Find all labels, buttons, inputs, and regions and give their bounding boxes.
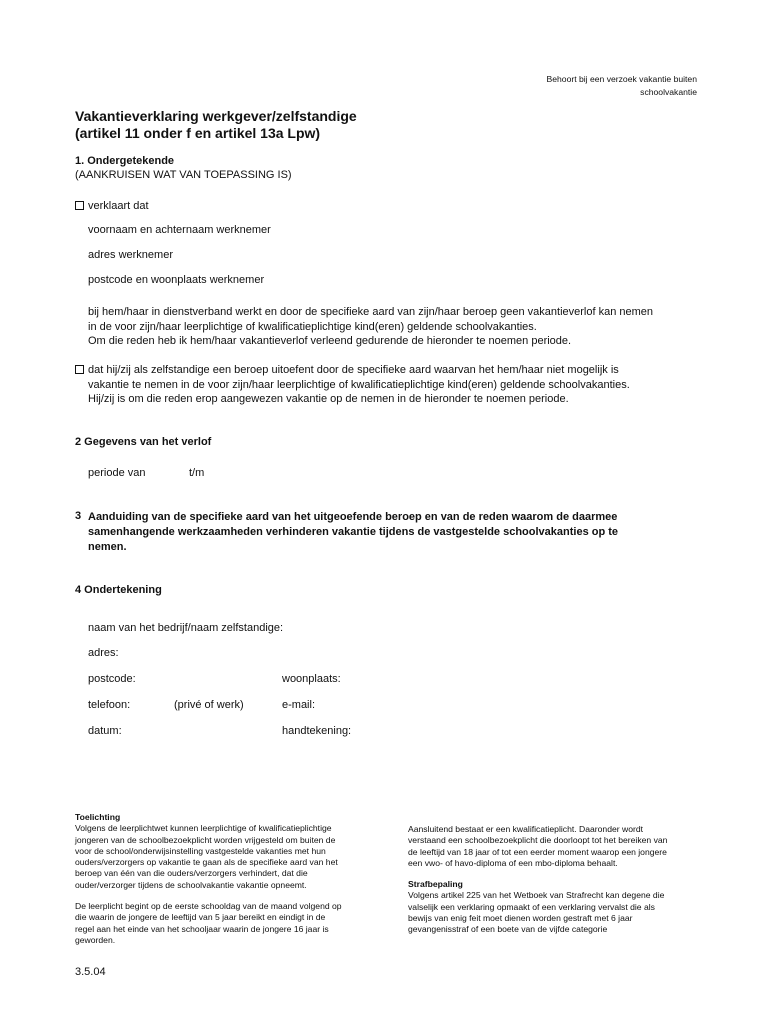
employee-address-field: adres werknemer	[88, 249, 173, 261]
header-note-line: Behoort bij een verzoek vakantie buiten	[546, 74, 697, 84]
section3-number: 3	[75, 510, 82, 522]
section3-line: Aanduiding van de specifieke aard van het uitgeoefende beroep en van de reden waarom de daarmee	[88, 511, 618, 523]
selfemployed-line: Hij/zij is om die reden erop aangewezen vakantie op de nemen in de hieronder te noemen periode.	[88, 393, 569, 405]
city-field: woonplaats:	[282, 673, 341, 685]
section4-heading: 4 Ondertekening	[75, 584, 162, 596]
statement-line: in de voor zijn/haar leerplichtige of kwalificatieplichtige kind(eren) geldende schoolvakanties.	[88, 320, 537, 333]
explanation-line: ouders/verzorgers op vakantie te gaan als de specifieke aard van het	[75, 857, 338, 868]
penalty-line: Volgens artikel 225 van het Wetboek van Strafrecht kan degene die	[408, 890, 665, 901]
penalty-heading: Strafbepaling	[408, 879, 463, 890]
period-until-label: t/m	[189, 467, 205, 479]
qualification-line: een vwo- of havo-diploma of een mbo-diploma behaalt.	[408, 857, 618, 868]
explanation-line: beroep van één van die ouders/verzorgers verhindert, dat die	[75, 868, 308, 879]
employer-checkbox[interactable]	[75, 201, 84, 210]
section1-heading: 1. Ondergetekende	[75, 155, 175, 167]
explanation-line: De leerplicht begint op de eerste schooldag van de maand volgend op	[75, 901, 342, 912]
section1-instruction: (AANKRUISEN WAT VAN TOEPASSING IS)	[75, 169, 292, 181]
period-from-label: periode van	[88, 467, 146, 479]
section3-line: samenhangende werkzaamheden verhinderen vakantie tijdens de vastgestelde schoolvakanties op te	[88, 526, 619, 538]
explanation-line: Volgens de leerplichtwet kunnen leerplichtige of kwalificatieplichtige	[75, 823, 332, 834]
address-field: adres:	[88, 647, 119, 659]
selfemployed-checkbox[interactable]	[75, 365, 84, 374]
selfemployed-line: vakantie te nemen in de voor zijn/haar leerplichtige of kwalificatieplichtige kind(eren) geldende schoolvakanties.	[88, 378, 630, 391]
option-employer-label: verklaart dat	[88, 200, 149, 212]
title-subline: (artikel 11 onder f en artikel 13a Lpw)	[75, 125, 321, 141]
explanation-line: voor de school/onderwijsinstelling vastgestelde vakanties met hun	[75, 845, 326, 856]
section3-line: nemen.	[88, 541, 127, 553]
option-employer	[75, 199, 149, 214]
explanation-heading: Toelichting	[75, 812, 121, 822]
employee-name-field: voornaam en achternaam werknemer	[88, 224, 271, 236]
phone-note: (privé of werk)	[174, 699, 244, 711]
penalty-line: valselijk een verklaring opmaakt of een verklaring vervalst die als	[408, 901, 655, 912]
email-field: e-mail:	[282, 699, 316, 711]
signature-field: handtekening:	[282, 725, 352, 737]
explanation-line: geworden.	[75, 934, 116, 945]
explanation-line: jongeren van de schoolbezoekplicht worden vrijgesteld om buiten de	[75, 834, 336, 845]
explanation-block	[75, 812, 375, 946]
statement-line: bij hem/haar in dienstverband werkt en door de specifieke aard van zijn/haar beroep geen vakantieverlof kan nemen	[88, 306, 654, 318]
penalty-line: gevangenisstraf of een boete van de vijfde categorie	[408, 924, 608, 935]
statement-line: Om die reden heb ik hem/haar vakantieverlof verleend gedurende de hieronder te noemen periode.	[88, 335, 572, 347]
explanation-line: regel aan het einde van het schooljaar waarin de jongere 16 jaar is	[75, 923, 329, 934]
header-note	[547, 73, 698, 99]
document-title	[75, 108, 357, 142]
option-selfemployed	[75, 363, 630, 407]
title-line: Vakantieverklaring werkgever/zelfstandige	[75, 108, 357, 124]
postcode-field: postcode:	[88, 673, 136, 685]
explanation-line: die waarin de jongere de leeftijd van 5 jaar bereikt en eindigt in de	[75, 912, 326, 923]
employer-statement	[88, 305, 708, 349]
date-field: datum:	[88, 725, 122, 737]
employee-city-field: postcode en woonplaats werknemer	[88, 274, 265, 286]
section2-heading: 2 Gegevens van het verlof	[75, 436, 212, 448]
explanation-line: ouder/verzorger tijdens de schoolvakantie vakantie opneemt.	[75, 879, 307, 890]
penalty-line: bewijs van enig feit moet dienen worden gestraft met 6 jaar	[408, 913, 633, 924]
version-number: 3.5.04	[75, 966, 106, 978]
selfemployed-line: dat hij/zij als zelfstandige een beroep uitoefent door de specifieke aard waarvan het hem/haar niet mogelijk is	[88, 364, 619, 376]
qualification-line: Aansluitend bestaat er een kwalificatieplicht. Daaronder wordt	[408, 824, 644, 834]
company-name-field: naam van het bedrijf/naam zelfstandige:	[88, 622, 284, 634]
phone-field: telefoon:	[88, 699, 131, 711]
header-note-line: schoolvakantie	[640, 87, 697, 97]
qualification-line: verstaand een schoolbezoekplicht die doorloopt tot het bereiken van	[408, 835, 668, 846]
section3-heading	[88, 510, 708, 555]
qualification-line: de leeftijd van 18 jaar of tot een eerder moment waarop een jongere	[408, 846, 667, 857]
penalty-block	[408, 824, 708, 936]
